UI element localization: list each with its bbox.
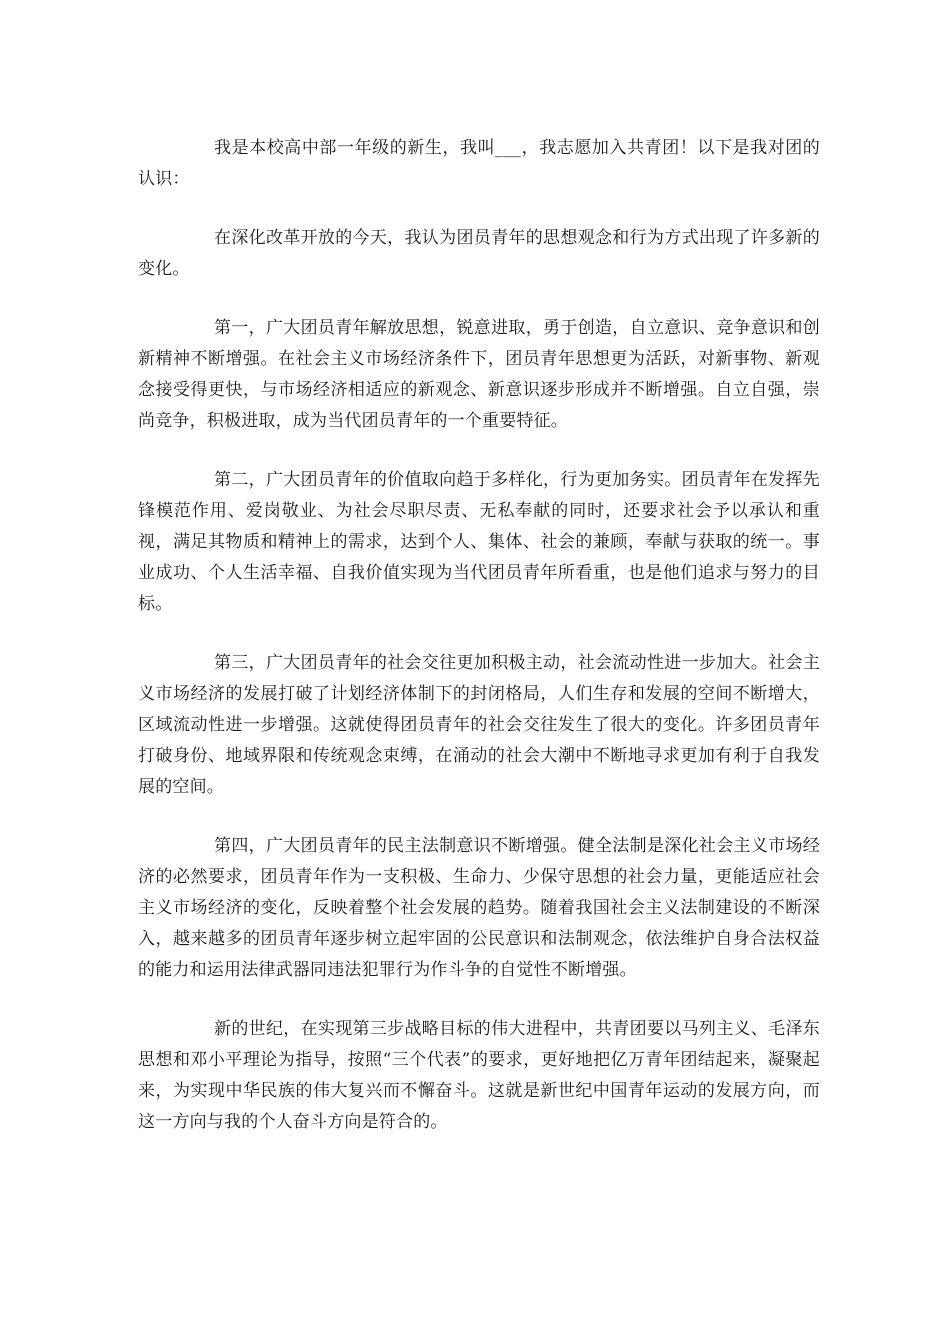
paragraph-second: 第二，广大团员青年的价值取向趋于多样化，行为更加务实。团员青年在发挥先锋模范作用、爱岗敬业、为社会尽职尽责、无私奉献的同时，还要求社会予以承认和重视，满足其物质和精神上的需求，达到个人、集体、社会的兼顾，奉献与获取的统一。事业成功、个人生活幸福、自我价值实现为当代团员青年所看重，也是他们追求与努力的目标。 xyxy=(138,470,820,614)
paragraph-third: 第三，广大团员青年的社会交往更加积极主动，社会流动性进一步加大。社会主义市场经济的发展打破了计划经济体制下的封闭格局，人们生存和发展的空间不断增大，区域流动性进一步增强。这就使得团员青年的社会交往发生了很大的变化。许多团员青年打破身份、地域界限和传统观念束缚，在涌动的社会大潮中不断地寻求更加有利于自我发展的空间。 xyxy=(138,653,820,797)
paragraph-changes: 在深化改革开放的今天，我认为团员青年的思想观念和行为方式出现了许多新的变化。 xyxy=(138,228,820,279)
paragraph-intro: 我是本校高中部一年级的新生，我叫___，我志愿加入共青团！以下是我对团的认识： xyxy=(138,138,820,189)
paragraph-first: 第一，广大团员青年解放思想，锐意进取，勇于创造，自立意识、竞争意识和创新精神不断增强。在社会主义市场经济条件下，团员青年思想更为活跃，对新事物、新观念接受得更快，与市场经济相适应的新观念、新意识逐步形成并不断增强。自立自强，崇尚竞争，积极进取，成为当代团员青年的一个重要特征。 xyxy=(138,318,820,431)
paragraph-fourth: 第四，广大团员青年的民主法制意识不断增强。健全法制是深化社会主义市场经济的必然要求，团员青年作为一支积极、生命力、少保守思想的社会力量，更能适应社会主义市场经济的变化，反映着整个社会发展的趋势。随着我国社会主义法制建设的不断深入，越来越多的团员青年逐步树立起牢固的公民意识和法制观念，依法维护自身合法权益的能力和运用法律武器同违法犯罪行为作斗争的自觉性不断增强。 xyxy=(138,836,820,980)
document-page xyxy=(138,133,820,1166)
paragraph-conclusion: 新的世纪，在实现第三步战略目标的伟大进程中，共青团要以马列主义、毛泽东思想和邓小平理论为指导，按照“三个代表”的要求，更好地把亿万青年团结起来，凝聚起来，为实现中华民族的伟大复兴而不懈奋斗。这就是新世纪中国青年运动的发展方向，而这一方向与我的个人奋斗方向是符合的。 xyxy=(138,1019,820,1132)
